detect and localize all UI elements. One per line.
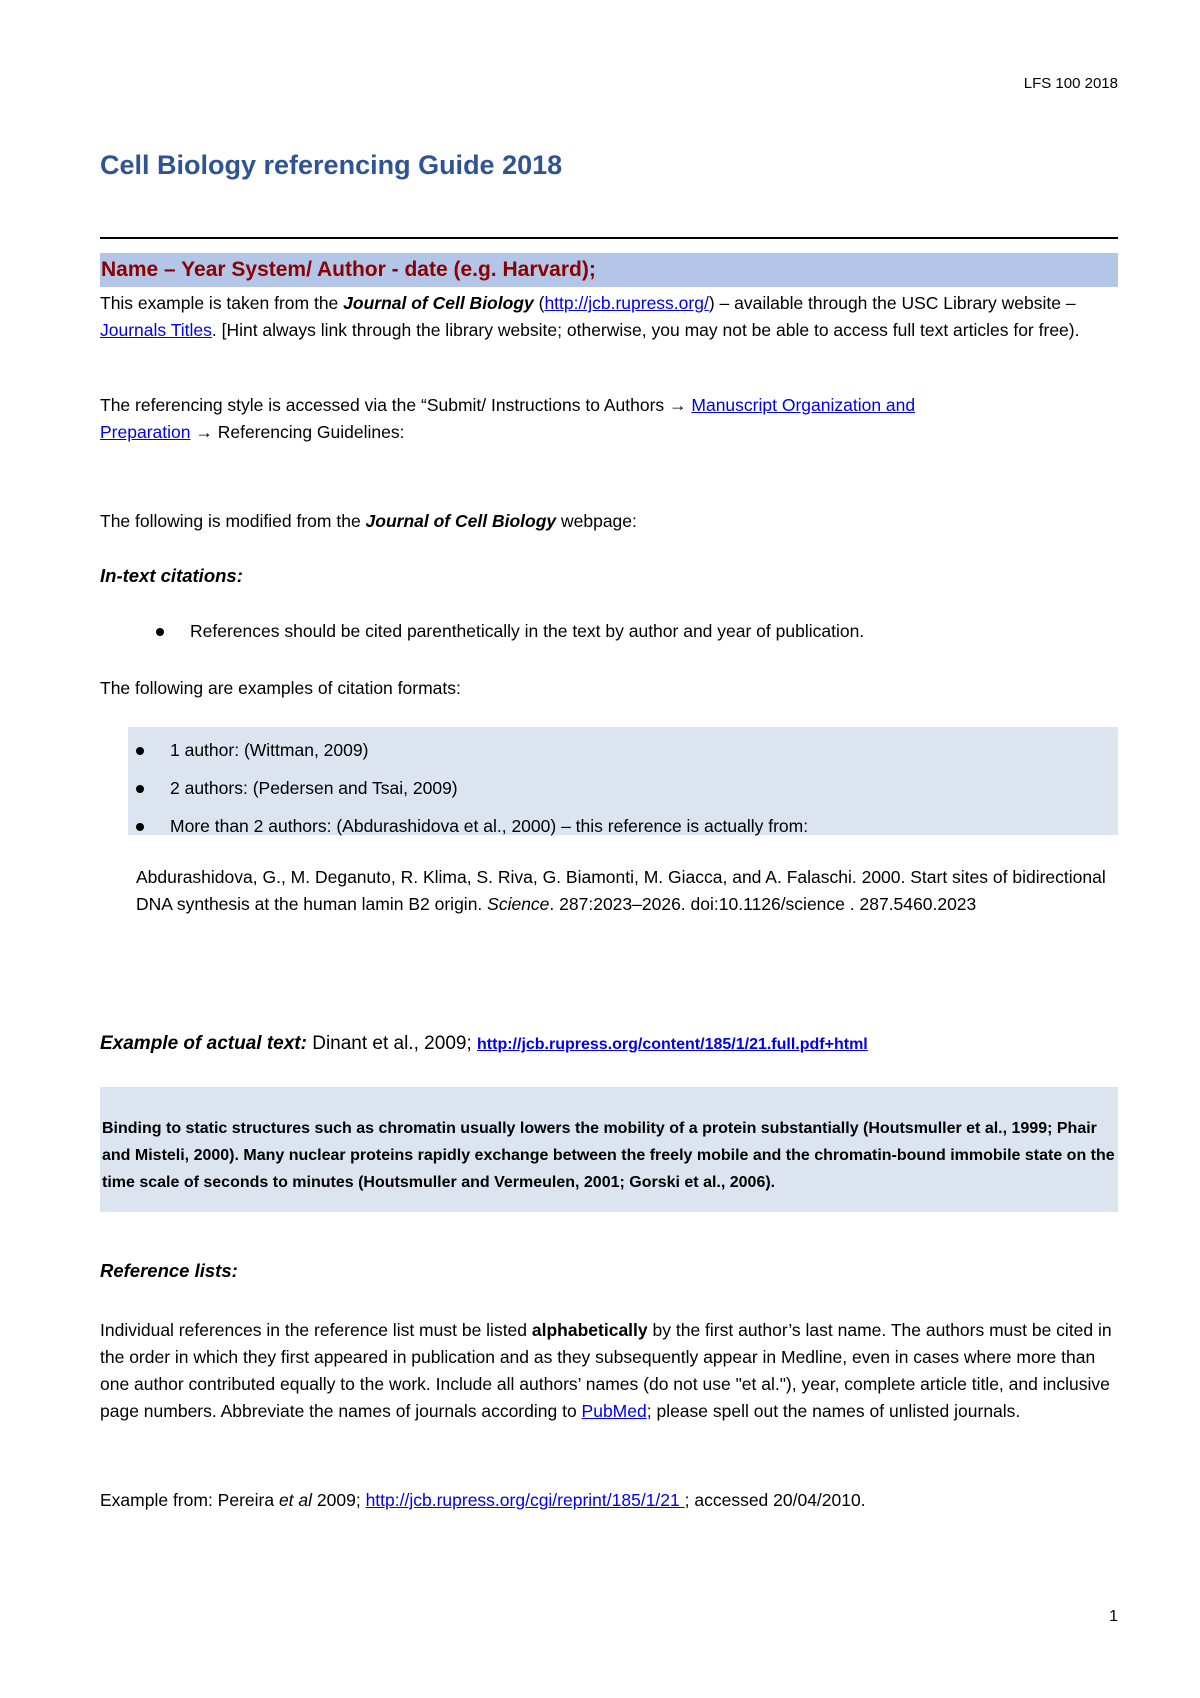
intext-citations-heading: In-text citations: bbox=[100, 565, 243, 586]
bullet-icon bbox=[136, 785, 144, 793]
citation-example-text: 2 authors: (Pedersen and Tsai, 2009) bbox=[170, 778, 458, 798]
intext-bullet-text: References should be cited parenthetically in the text by author and year of publication. bbox=[190, 621, 865, 641]
reference-text: . 287:2023–2026. doi:10.1126/science . 287.5460.2023 bbox=[549, 894, 977, 914]
citation-example-item bbox=[136, 778, 458, 799]
actual-text-label: Example of actual text: bbox=[100, 1033, 307, 1054]
style-access-text: → Referencing Guidelines: bbox=[190, 422, 405, 442]
journal-name: Journal of Cell Biology bbox=[343, 293, 534, 313]
bullet-icon bbox=[136, 823, 144, 831]
style-access-paragraph bbox=[100, 392, 980, 446]
examples-intro: The following are examples of citation formats: bbox=[100, 678, 461, 698]
actual-text-line bbox=[100, 1030, 1118, 1058]
style-access-text: The referencing style is accessed via the “Submit/ Instructions to Authors → bbox=[100, 395, 692, 415]
et-al-text: et al bbox=[278, 1490, 313, 1510]
journal-name: Journal of Cell Biology bbox=[365, 511, 557, 531]
example-from-text: 2009; bbox=[312, 1490, 366, 1510]
manuscript-organization-link[interactable]: Manuscript Organization and Preparation bbox=[100, 395, 916, 442]
page-number: 1 bbox=[1109, 1608, 1118, 1625]
reflist-text: by the first author’s last name. The authors must be cited in the order in which they first appeared in publication and as they subsequently appear in Medline, even in cases where more than one author contributed equally to the work. Include all authors’ names (do not use "et al."), year, complete article title, and inclusive page numbers. Abbreviate the names of journals according to bbox=[100, 1320, 1112, 1421]
modified-text: webpage: bbox=[556, 511, 637, 531]
full-reference bbox=[136, 864, 1118, 918]
intro-text: ) – available through the USC Library website – bbox=[708, 293, 1076, 313]
example-from-text: ; accessed 20/04/2010. bbox=[684, 1490, 866, 1510]
citation-example-item bbox=[136, 816, 808, 837]
bullet-icon bbox=[136, 747, 144, 755]
section-heading: Name – Year System/ Author - date (e.g. Harvard); bbox=[100, 253, 1118, 287]
example-from-line bbox=[100, 1487, 1118, 1514]
reference-lists-heading: Reference lists: bbox=[100, 1260, 238, 1281]
intro-text: . [Hint always link through the library website; otherwise, you may not be able to access full text articles for free). bbox=[211, 320, 1080, 340]
citation-example-text: More than 2 authors: (Abdurashidova et al., 2000) – this reference is actually from: bbox=[170, 816, 809, 836]
citation-example-item bbox=[136, 740, 368, 761]
bullet-icon bbox=[156, 628, 164, 636]
header-course-label: LFS 100 2018 bbox=[1023, 75, 1118, 92]
reference-list-paragraph bbox=[100, 1317, 1118, 1425]
example-from-text: Example from: Pereira bbox=[100, 1490, 279, 1510]
modified-text: The following is modified from the bbox=[100, 511, 366, 531]
reflist-bold-text: alphabetically bbox=[531, 1320, 648, 1340]
modified-paragraph bbox=[100, 508, 1118, 535]
intro-text: ( bbox=[533, 293, 545, 313]
page-title: Cell Biology referencing Guide 2018 bbox=[100, 150, 563, 180]
title-divider bbox=[100, 237, 1118, 239]
pubmed-link[interactable]: PubMed bbox=[581, 1401, 647, 1421]
intext-bullet-item bbox=[156, 621, 864, 642]
reference-text: Abdurashidova, G., M. Deganuto, R. Klima, S. Riva, G. Biamonti, M. Giacca, and A. Falaschi. 2000. Start sites of bidirectional DNA synthesis at the human lamin B2 origin. bbox=[136, 867, 1106, 914]
reflist-text: ; please spell out the names of unlisted journals. bbox=[646, 1401, 1021, 1421]
reflist-text: Individual references in the reference list must be listed bbox=[100, 1320, 532, 1340]
actual-text-cite: Dinant et al., 2009; bbox=[306, 1033, 478, 1054]
quoted-text: Binding to static structures such as chromatin usually lowers the mobility of a protein substantially (Houtsmuller et al., 1999; Phair and Misteli, 2000). Many nuclear proteins rapidly exchange between the freely mobile and the chromatin-bound immobile state on the time scale of seconds to minutes (Houtsmuller and Vermeulen, 2001; Gorski et al., 2006). bbox=[102, 1120, 1115, 1191]
jcb-link[interactable]: http://jcb.rupress.org/ bbox=[544, 293, 709, 313]
intro-text: This example is taken from the bbox=[100, 293, 344, 313]
pereira-reprint-link[interactable]: http://jcb.rupress.org/cgi/reprint/185/1/21 bbox=[365, 1490, 685, 1510]
quoted-text-box bbox=[100, 1087, 1118, 1212]
journals-titles-link[interactable]: Journals Titles bbox=[100, 320, 212, 340]
journal-name: Science bbox=[487, 894, 550, 914]
dinant-pdf-link[interactable]: http://jcb.rupress.org/content/185/1/21.full.pdf+html bbox=[477, 1036, 868, 1053]
intro-paragraph bbox=[100, 290, 1118, 344]
citation-example-text: 1 author: (Wittman, 2009) bbox=[170, 740, 369, 760]
